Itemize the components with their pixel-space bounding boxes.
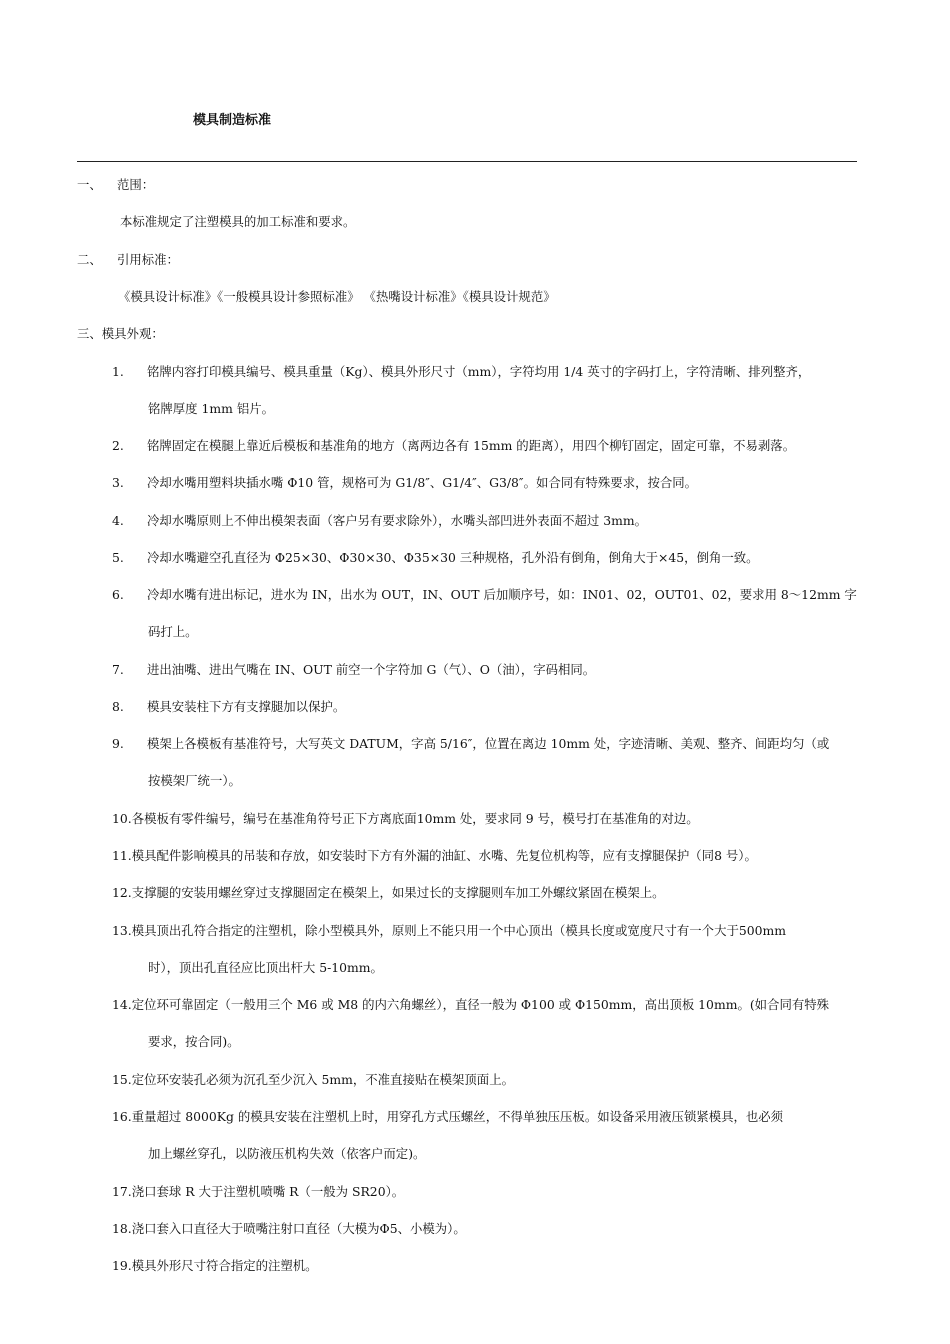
list-item-continuation: 要求，按合同)。 xyxy=(148,1034,240,1049)
list-item-number: 12. xyxy=(112,885,132,900)
list-item xyxy=(112,923,887,939)
document-title: 模具制造标准 xyxy=(193,113,272,128)
list-item-text: 模具顶出孔符合指定的注塑机，除小型模具外，原则上不能只用一个中心顶出（模具长度或宽度尺寸有一个大于500mm xyxy=(131,923,787,938)
section-references-heading xyxy=(77,252,179,268)
list-item-number: 16. xyxy=(112,1109,132,1124)
list-item xyxy=(112,1221,887,1237)
list-item-number: 6. xyxy=(112,587,124,602)
list-item-number: 5. xyxy=(112,550,124,565)
list-item-continuation: 铭牌厚度 1mm 铝片。 xyxy=(148,401,274,416)
list-item-text: 冷却水嘴避空孔直径为 Φ25×30、Φ30×30、Φ35×30 三种规格，孔外沿有倒角，倒角大于×45，倒角一致。 xyxy=(147,550,759,565)
list-item-number: 17. xyxy=(112,1184,132,1199)
list-item xyxy=(112,550,887,566)
list-item xyxy=(112,364,887,380)
list-item-number: 10. xyxy=(112,811,132,826)
list-item-number: 7. xyxy=(112,662,124,677)
list-item-text: 模具配件影响模具的吊装和存放，如安装时下方有外漏的油缸、水嘴、先复位机构等，应有支撑腿保护（同8 号）。 xyxy=(131,848,757,863)
list-item-number: 19. xyxy=(112,1258,132,1273)
list-item-text: 冷却水嘴有进出标记，进水为 IN，出水为 OUT，IN、OUT 后加顺序号，如：IN01、02，OUT01、02，要求用 8～12mm 字 xyxy=(147,587,857,602)
section-scope-heading xyxy=(77,177,154,193)
list-item-text: 模具外形尺寸符合指定的注塑机。 xyxy=(131,1258,318,1273)
list-item-text: 铭牌内容打印模具编号、模具重量（Kg）、模具外形尺寸（mm），字符均用 1/4 英寸的字码打上，字符清晰、排列整齐， xyxy=(147,364,811,379)
list-item-continuation: 时），顶出孔直径应比顶出杆大 5-10mm。 xyxy=(148,960,383,975)
list-item xyxy=(112,736,887,752)
list-item-text: 浇口套球 R 大于注塑机喷嘴 R（一般为 SR20）。 xyxy=(131,1184,405,1199)
list-item-continuation: 加上螺丝穿孔，以防液压机构失效（依客户而定)。 xyxy=(148,1146,426,1161)
list-item xyxy=(112,662,887,678)
list-item xyxy=(112,1184,887,1200)
list-item-continuation: 码打上。 xyxy=(148,624,198,639)
list-item-text: 定位环安装孔必须为沉孔至少沉入 5mm，不准直接贴在模架顶面上。 xyxy=(131,1072,514,1087)
section-title: 范围： xyxy=(117,177,155,192)
list-item-number: 3. xyxy=(112,475,124,490)
list-item xyxy=(112,475,887,491)
list-item xyxy=(112,1258,887,1274)
title-divider xyxy=(77,161,857,162)
list-item xyxy=(112,1072,887,1088)
list-item-number: 4. xyxy=(112,513,124,528)
list-item-text: 进出油嘴、进出气嘴在 IN、OUT 前空一个字符加 G（气）、O（油），字码相同。 xyxy=(147,662,596,677)
list-item-text: 重量超过 8000Kg 的模具安装在注塑机上时，用穿孔方式压螺丝，不得单独压压板。如设备采用液压锁紧模具，也必须 xyxy=(131,1109,784,1124)
section-scope-text: 本标准规定了注塑模具的加工标准和要求。 xyxy=(120,214,356,229)
list-item-number: 1. xyxy=(112,364,124,379)
list-item-number: 8. xyxy=(112,699,124,714)
list-item xyxy=(112,1109,887,1125)
list-item-text: 冷却水嘴用塑料块插水嘴 Φ10 管，规格可为 G1/8″、G1/4″、G3/8″。如合同有特殊要求，按合同。 xyxy=(147,475,698,490)
list-item-number: 14. xyxy=(112,997,132,1012)
list-item-continuation: 按模架厂统一）。 xyxy=(148,773,241,788)
list-item-text: 各模板有零件编号，编号在基准角符号正下方离底面10mm 处，要求同 9 号，模号打在基准角的对边。 xyxy=(131,811,699,826)
list-item-text: 铭牌固定在模腿上靠近后模板和基准角的地方（离两边各有 15mm 的距离），用四个柳钉固定，固定可靠，不易剥落。 xyxy=(147,438,796,453)
list-item-text: 支撑腿的安装用螺丝穿过支撑腿固定在模架上，如果过长的支撑腿则车加工外螺纹紧固在模架上。 xyxy=(131,885,665,900)
list-item-text: 模具安装柱下方有支撑腿加以保护。 xyxy=(147,699,346,714)
list-item xyxy=(112,699,887,715)
section-references-text: 《模具设计标准》《一般模具设计参照标准》 《热嘴设计标准》《模具设计规范》 xyxy=(118,289,556,304)
section-number: 二、 xyxy=(77,252,102,267)
list-item-text: 浇口套入口直径大于喷嘴注射口直径（大模为Φ5、小模为）。 xyxy=(131,1221,466,1236)
list-item-number: 18. xyxy=(112,1221,132,1236)
list-item-text: 模架上各模板有基准符号，大写英文 DATUM，字高 5/16″，位置在离边 10mm 处，字迹清晰、美观、整齐、间距均匀（或 xyxy=(147,736,830,751)
list-item-text: 冷却水嘴原则上不伸出模架表面（客户另有要求除外），水嘴头部凹进外表面不超过 3mm。 xyxy=(147,513,647,528)
list-item xyxy=(112,997,887,1013)
list-item-text: 定位环可靠固定（一般用三个 M6 或 M8 的内六角螺丝），直径一般为 Φ100 或 Φ150mm，高出顶板 10mm。(如合同有特殊 xyxy=(131,997,830,1012)
section-appearance-heading: 三、模具外观： xyxy=(77,326,164,341)
list-item-number: 11. xyxy=(112,848,132,863)
list-item xyxy=(112,438,887,454)
list-item xyxy=(112,848,887,864)
list-item-number: 2. xyxy=(112,438,124,453)
section-number: 一、 xyxy=(77,177,102,192)
list-item-number: 9. xyxy=(112,736,124,751)
list-item xyxy=(112,587,887,603)
list-item-number: 13. xyxy=(112,923,132,938)
section-title: 引用标准： xyxy=(117,252,179,267)
list-item xyxy=(112,513,887,529)
list-item xyxy=(112,885,887,901)
list-item-number: 15. xyxy=(112,1072,132,1087)
list-item xyxy=(112,811,887,827)
